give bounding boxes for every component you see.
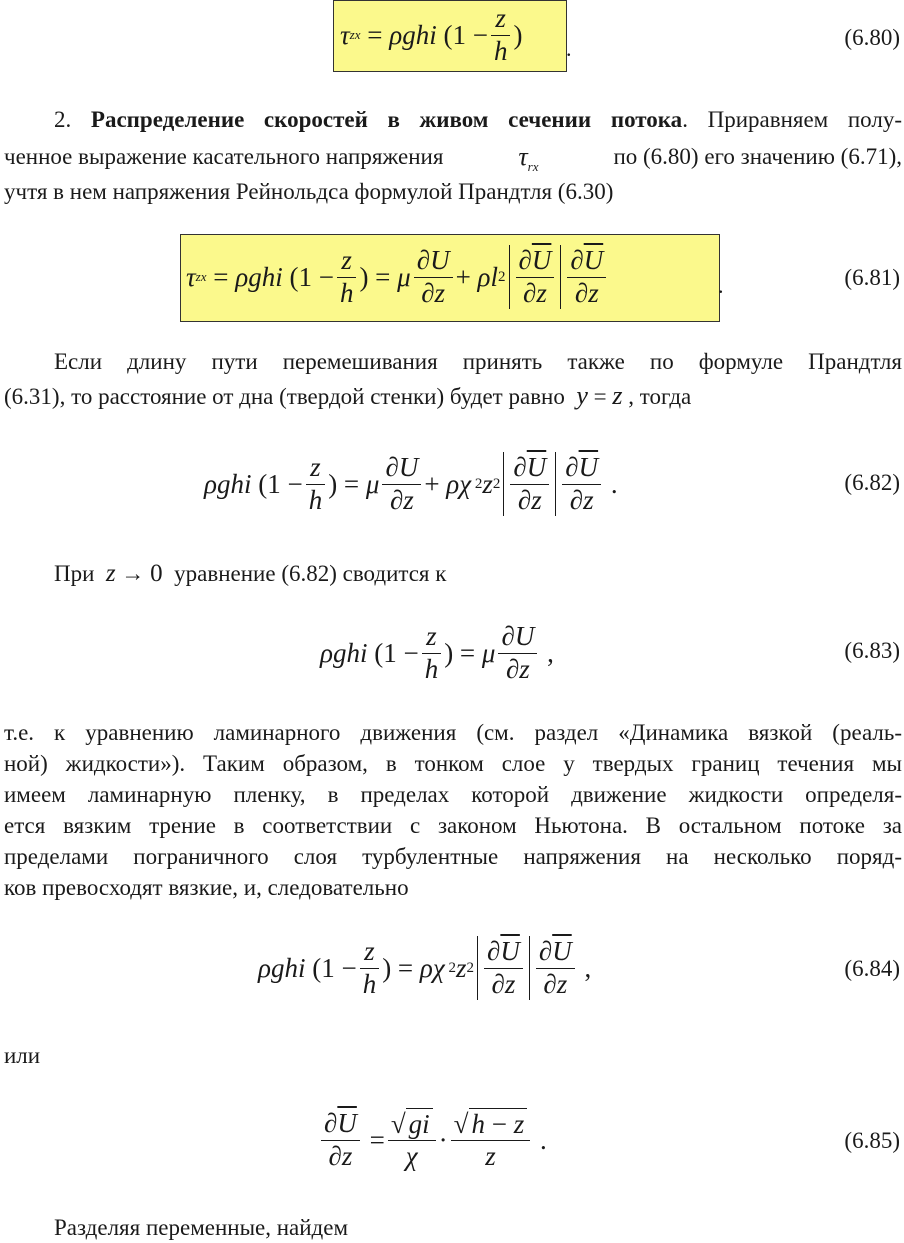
connector-word: или [4,1043,41,1068]
equation-6-81: τ zx = ρghi (1 − $\frac{z}{h}$ ) = μ $\frac{\partial U}{\partial z}$ + ρl 2 $\frac{\partial\overline{U}}{\partial z}$ $\frac{\partial\overline{U}}{\partial z}$ [186,236,609,318]
paragraph-line: учтя в нем напряжения Рейнольдса формулой Прандтля (6.30) [4,179,614,204]
equation-number: (6.80) [844,25,900,50]
equation-6-84: ρghi (1 − $\frac{z}{h}$ ) = ρχ 2 z 2 $\frac{\partial\overline{U}}{\partial z}$ $\frac{\partial\overline{U}}{\partial z}$ , [258,936,592,999]
paragraph-line: Если длину пути перемешивания принять также по формуле Прандтля [54,349,902,374]
paragraph-line: имеем ламинарную пленку, в пределах которой движение жидкости определя- [4,782,902,807]
paragraph-line: ков превосходят вязкие, и, следовательно [4,875,409,900]
equation-number: (6.82) [844,470,900,495]
paragraph-line: т.е. к уравнению ламинарного движения (см. раздел «Динамика вязкой (реаль- [4,720,902,745]
equation-6-83: ρghi (1 − $\frac{z}{h}$ ) = μ $\frac{\partial U}{\partial z}$ , [320,621,554,684]
equation-number: (6.83) [844,638,900,663]
paragraph-line: ченное выражение касательного напряжения $\tau_{rx}$ по (6.80) его значению (6.71), [4,142,902,175]
equation-number: (6.85) [844,1128,900,1153]
equation-6-85: $\frac{\partial\overline{U}}{\partial z}$ = $\frac{√ gi}{\chi}$ · $\frac{√ h - z}{z}$ . [318,1100,547,1180]
section-heading-line: 2. Распределение скоростей в живом сечении потока. Приравняем полу- [54,107,903,132]
paragraph-line: ется вязким трение в соответствии с законом Ньютона. В остальном потоке за [4,813,902,838]
paragraph-line: пределами пограничного слоя турбулентные напряжения на несколько поряд- [4,844,902,869]
paragraph-line: Разделяя переменные, найдем [54,1215,349,1240]
paragraph-line: (6.31), то расстояние от дна (твердой стенки) будет равно y = z , тогда [4,381,692,410]
paragraph-line: ной) жидкости»). Таким образом, в тонком слое у твердых границ течения мы [4,751,902,776]
equation-6-82: ρghi (1 − $\frac{z}{h}$ ) = μ $\frac{\partial U}{\partial z}$ + ρχ 2 z 2 $\frac{\partial\overline{U}}{\partial z}$ $\frac{\partial\overline{U}}{\partial z}$ . [204,452,618,515]
section-heading: Распределение скоростей в живом сечении потока [90,107,683,132]
paragraph-line: При z → 0 уравнение (6.82) сводится к [54,560,447,587]
equation-number: (6.81) [844,265,900,290]
equation-6-80: τ zx = ρghi (1 − $\frac{z}{h}$ ) [340,3,523,66]
equation-number: (6.84) [844,956,900,981]
